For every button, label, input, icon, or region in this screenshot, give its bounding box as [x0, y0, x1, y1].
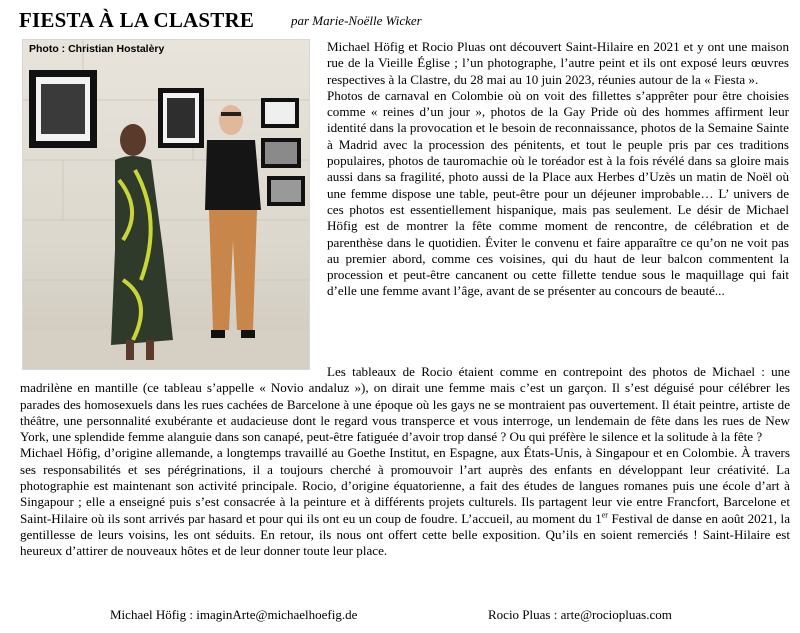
photo-credit: Photo : Christian Hostalèry — [29, 43, 165, 55]
biography-text-end: Festival de danse en août 2021, la gentillesse de leurs voisins, les ont séduits. En retour, ils nous ont offert cette belle exposition. Qu’ils en soient remerciés ! Saint-Hilaire est heureux d’attirer de nouveaux hôtes et de leur donner toute leur place. — [20, 510, 791, 559]
author-byline: par Marie-Noëlle Wicker — [291, 13, 422, 28]
contacts-line — [0, 607, 800, 627]
exhibition-photo — [22, 39, 310, 370]
photo-illustration — [23, 40, 309, 369]
biography-text-start: Michael Höfig, d’origine allemande, a longtemps travaillé au Goethe Institut, en Espagne, aux États-Unis, à Singapour et en Colombie. À travers ses responsabilités et ses pérégrinations, il a toujours cherché à promouvoir l’art auprès des enfants en développant leur créativité. La photographie est maintenant son activité principale. Rocio, d’origine équatorienne, a fait des études de langues romanes puis une école d’art à Singapour ; elle a enseigné puis s’est consacrée à la peinture et à différents projets culturels. Ils partagent leur vie entre Francfort, Barcelone et Saint-Hilaire où ils sont arrivés par hasard et pour qui ils ont eu un coup de foudre. L’accueil, au moment du 1 — [20, 445, 790, 526]
ordinal-superscript: er — [601, 510, 608, 520]
paragraph-biography — [20, 445, 790, 559]
contact-rocio: Rocio Pluas : arte@rociopluas.com — [488, 607, 672, 622]
paragraph-paintings: Les tableaux de Rocio étaient comme en contrepoint des photos de Michael : une madrilène en mantille (ce tableau s’appelle « Novio andaluz »), on dirait une femme mais c’est un garçon. Il s’est déguisé pour célébrer les parades des homosexuels dans les rues cachées de Barcelone à une époque où les gays ne se montraient pas ouvertement. Il était peintre, artiste de théâtre, une personnalité exubérante et audacieuse dont le regard vous transperce et vous interroge, un lendemain de fête dans les rues de New York, une splendide femme alanguie dans son canapé, peut-être fatiguée d’avoir trop dansé ? Ou qui préfère le silence et la solitude à la fête ? — [20, 364, 790, 445]
article-column — [327, 39, 789, 300]
paragraph-intro: Michael Höfig et Rocio Pluas ont découvert Saint-Hilaire en 2021 et y ont une maison rue de la Vieille Église ; l’un photographe, l’autre peint et ils ont exposé leurs œuvres respectives à la Clastre, du 28 mai au 10 juin 2023, réunies autour de la « Fiesta ». — [327, 39, 789, 87]
paragraph-photos: Photos de carnaval en Colombie où on voit des fillettes s’apprêter pour être choisies comme « reines d’un jour », photos de la Gay Pride où des hommes affirment leur identité dans la provocation et le besoin de reconnaissance, photos de la Semaine Sainte à Madrid avec la procession des pénitents, et tout le peuple pris par ces traditions populaires, photos de tauromachie où le toréador est à la fois révélé dans sa gloire mais aussi dans sa fragilité, photo aussi de la Place aux Herbes d’Uzès un matin de Noël où une femme dispose une table, peut-être pour un déjeuner improbable… L’ univers de ces photos est essentiellement hispanique, mais pas seulement. Le désir de Michael Höfig est de montrer la fête comme moment de rencontre, de célébration et de parenthèse dans le quotidien. Éviter le convenu et faire apparaître ce qu’on ne voit pas au premier abord, comme ces voisines, qui du haut de leur balcon commentent la procession et peut-être cancanent ou cette fillette tendue sous le maquillage qui fait d’elle une femme avant l’âge, avant de se présenter au concours de beauté... — [327, 87, 789, 299]
article-fullwidth — [20, 364, 790, 560]
contact-michael: Michael Höfig : imaginArte@michaelhoefig.de — [110, 607, 358, 622]
article-title: FIESTA À LA CLASTRE — [19, 8, 255, 32]
